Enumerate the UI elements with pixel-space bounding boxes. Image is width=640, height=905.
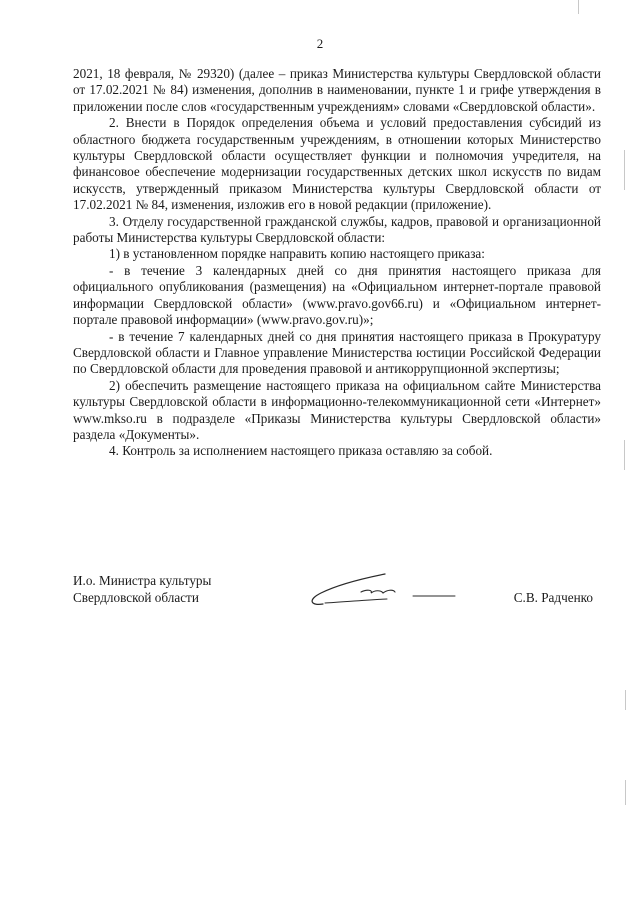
handwritten-signature — [303, 566, 503, 612]
paragraph-subitem-1: 1) в установленном порядке направить копию настоящего приказа: — [109, 246, 485, 262]
signature-block — [73, 572, 601, 612]
scan-edge-mark — [624, 150, 625, 190]
paragraph-dash-1: - в течение 3 календарных дней со дня принятия настоящего приказа для официального опубликования (размещения) на «Официальном интернет-портале правовой информации Свердловской области» (www.pravo.gov66.ru) и «Официальном интернет-портале правовой информации» (www.pravo.gov.ru)»; — [73, 262, 601, 328]
scan-edge-mark — [625, 690, 626, 710]
signatory-title-line1: И.о. Министра культуры — [73, 573, 212, 588]
paragraph-continuation: 2021, 18 февраля, № 29320) (далее – приказ Министерства культуры Свердловской области от 17.02.2021 № 84) изменения, дополнив в наименовании, пункте 1 и грифе утверждения в приложении после слов «государственным учреждениям» словами «Свердловской области». — [73, 66, 601, 114]
scan-edge-mark — [624, 440, 625, 470]
scan-edge-mark — [625, 780, 626, 805]
paragraph-dash-2: - в течение 7 календарных дней со дня принятия настоящего приказа в Прокуратуру Свердловской области и Главное управление Министерства юстиции Российской Федерации по Свердловской области для проведения правовой и антикоррупционной экспертизы; — [73, 328, 601, 377]
document-body — [73, 66, 601, 460]
signatory-title-line2: Свердловской области — [73, 590, 199, 605]
signatory-name: С.В. Радченко — [513, 590, 593, 605]
paragraph-item-4: 4. Контроль за исполнением настоящего приказа оставляю за собой. — [109, 443, 493, 459]
paragraph-item-2: 2. Внести в Порядок определения объема и условий предоставления субсидий из областного бюджета государственным учреждениям, в отношении которых Министерство культуры Свердловской области осуществляет функции и полномочия учредителя, на финансовое обеспечение модернизации государственных детских школ искусств по видам искусств, утвержденный приказом Министерства культуры Свердловской области от 17.02.2021 № 84, изменения, изложив его в новой редакции (приложение). — [73, 115, 601, 213]
paragraph-item-3: 3. Отделу государственной гражданской службы, кадров, правовой и организационной работы Министерства культуры Свердловской области: — [73, 213, 601, 246]
scan-edge-mark — [578, 0, 579, 14]
paragraph-subitem-2: 2) обеспечить размещение настоящего приказа на официальном сайте Министерства культуры Свердловской области в информационно-телекоммуникационной сети «Интернет» www.mkso.ru в подразделе «Приказы Министерства культуры Свердловской области» раздела «Документы». — [73, 377, 601, 442]
page-number: 2 — [316, 36, 324, 51]
signatory-title — [73, 572, 211, 606]
